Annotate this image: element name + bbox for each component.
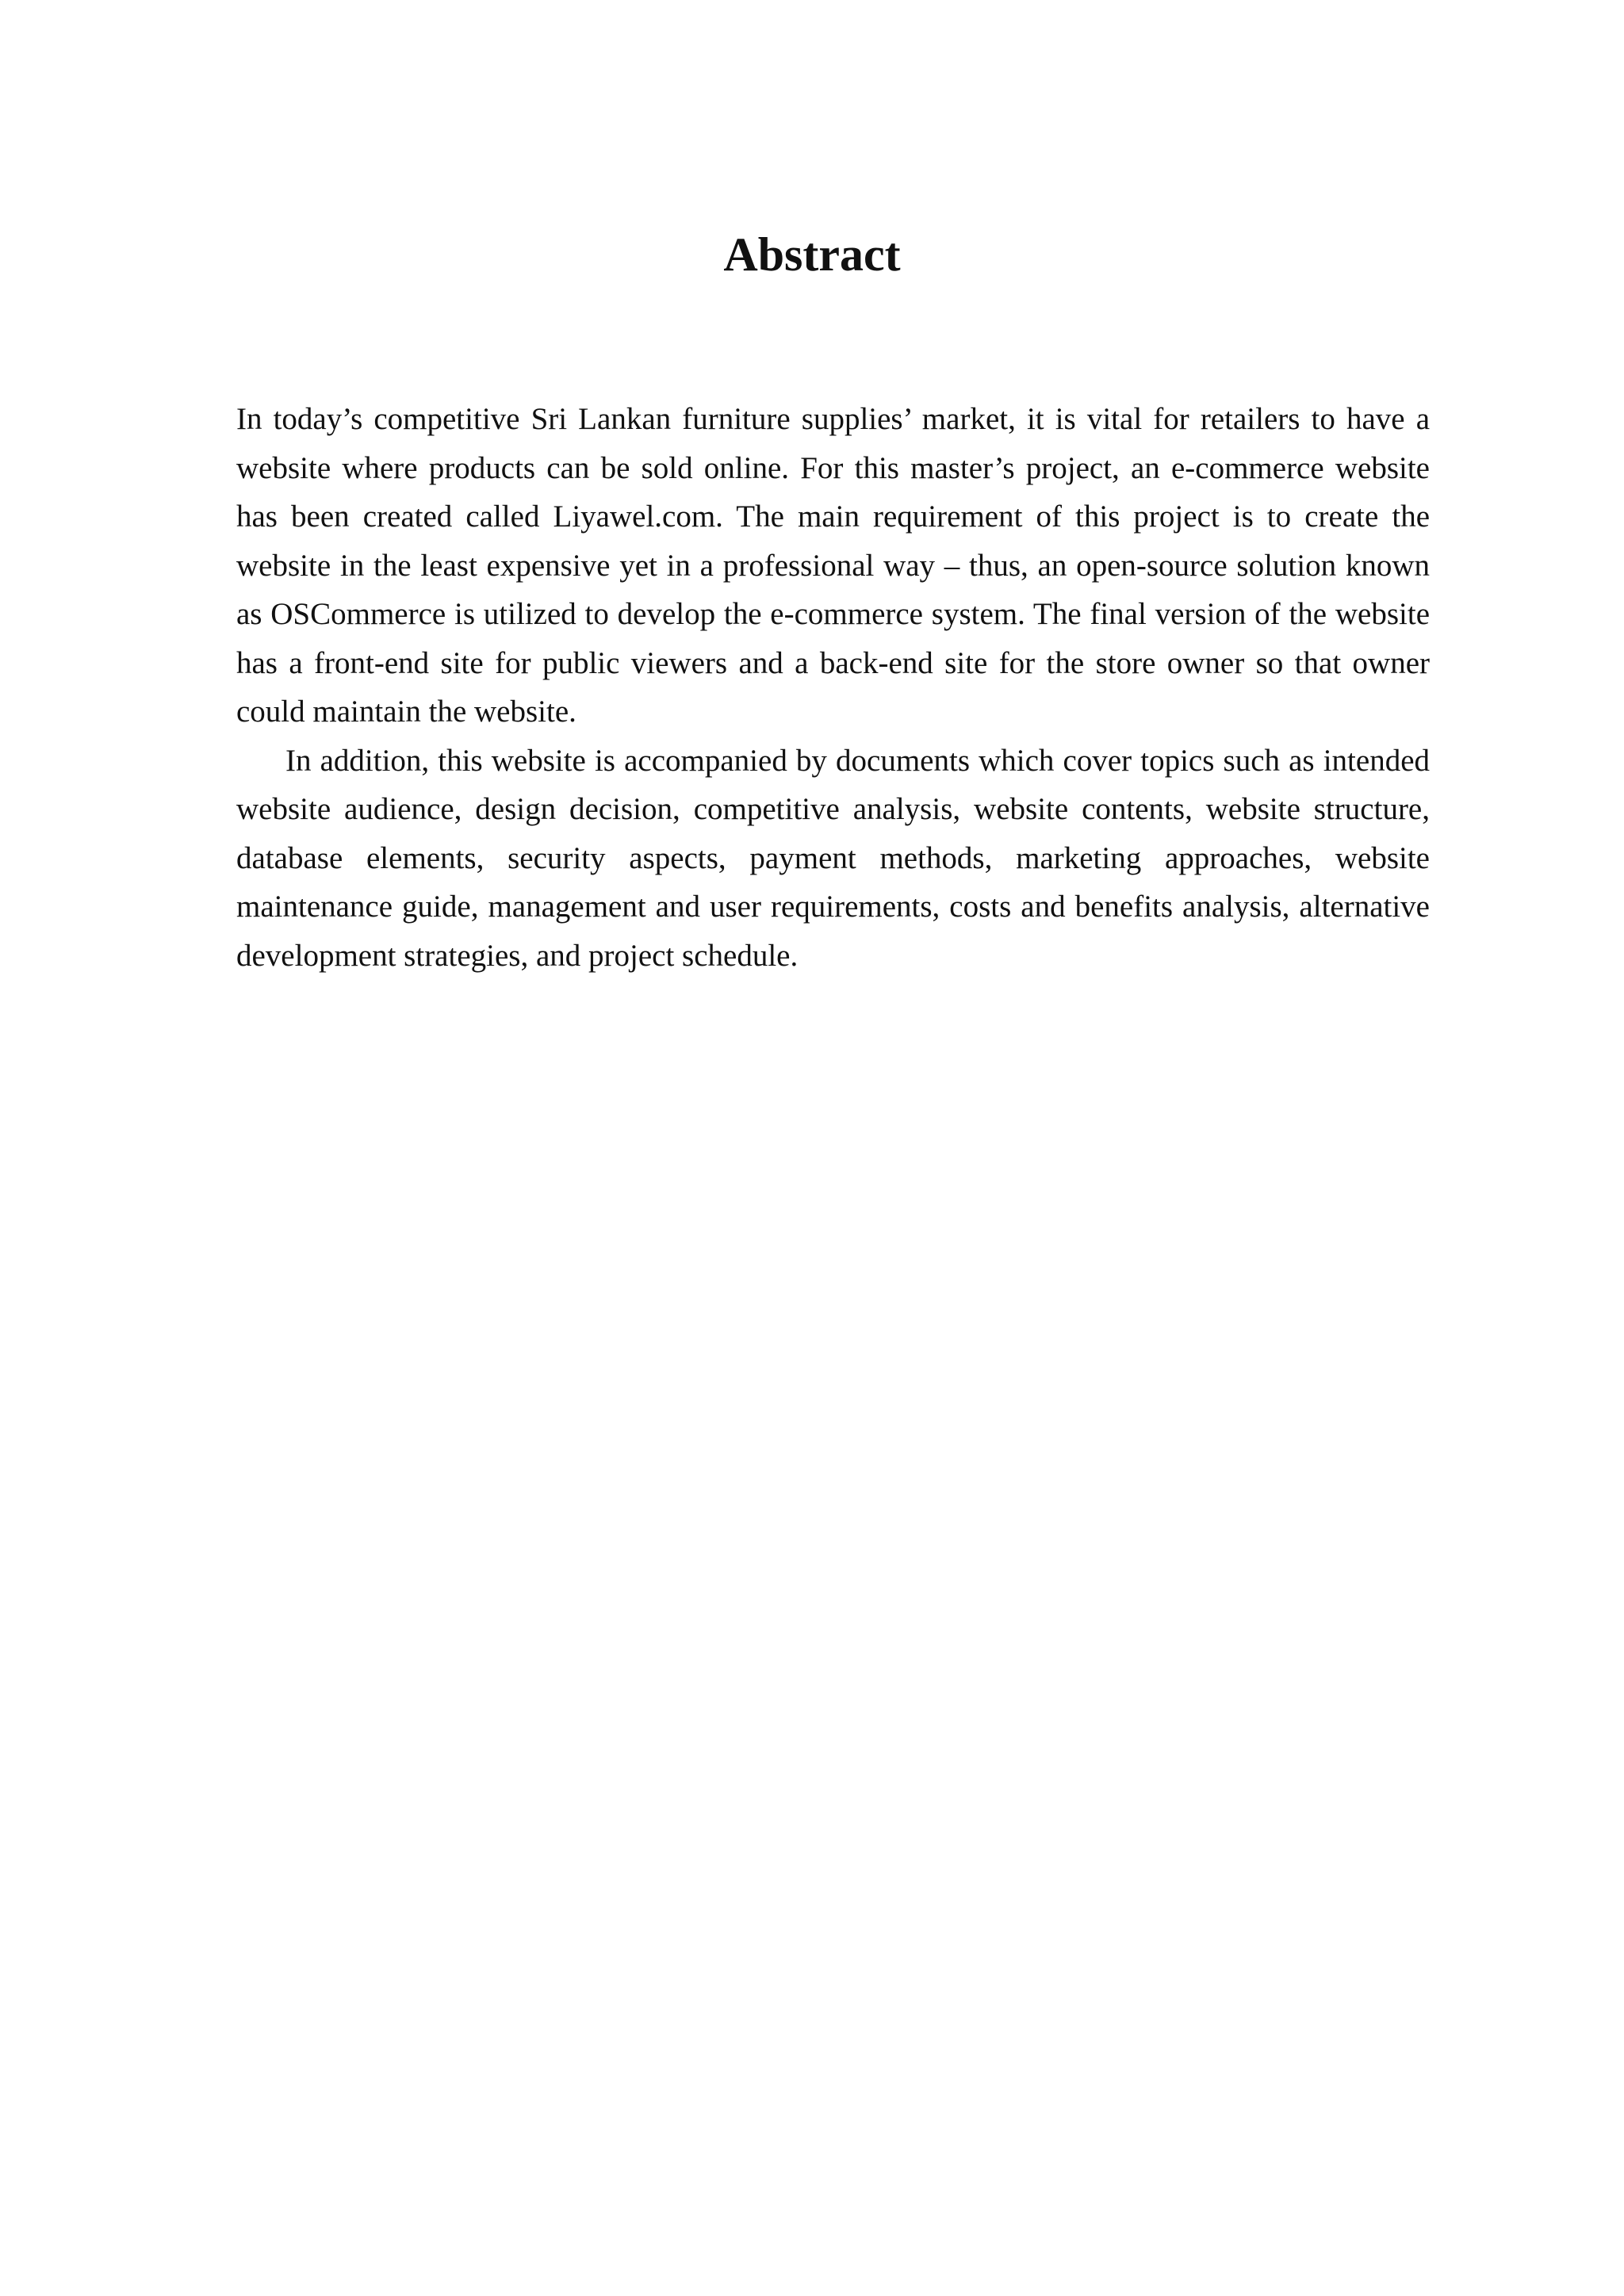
- abstract-paragraph-1: In today’s competitive Sri Lankan furniture supplies’ market, it is vital for retailers to have a website where products can be sold online. For this master’s project, an e-commerce website has been created called Liyawel.com. The main requirement of this project is to create the website in the least expensive yet in a professional way – thus, an open-source solution known as OSCommerce is utilized to develop the e-commerce system. The final version of the website has a front-end site for public viewers and a back-end site for the store owner so that owner could maintain the website.: [236, 402, 1430, 729]
- abstract-body: [236, 395, 1430, 980]
- page-title: Abstract: [723, 228, 901, 281]
- abstract-paragraph-2: In addition, this website is accompanied by documents which cover topics such as intended website audience, design decision, competitive analysis, website contents, website structure, database elements, security aspects, payment methods, marketing approaches, website maintenance guide, management and user requirements, costs and benefits analysis, alternative development strategies, and project schedule.: [236, 743, 1430, 973]
